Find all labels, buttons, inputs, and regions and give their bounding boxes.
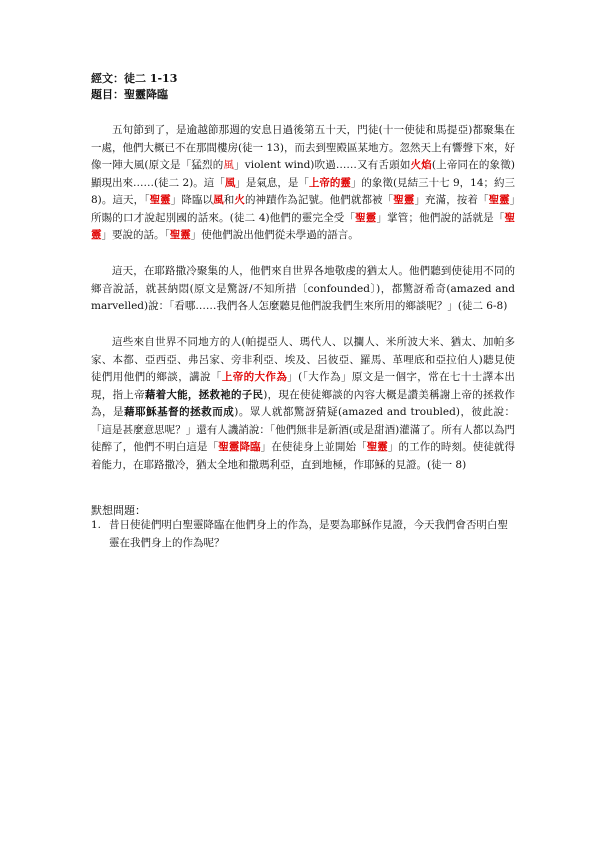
topic-title: 題目：聖靈降臨 [91, 88, 168, 101]
meditation-question [91, 517, 515, 552]
paragraph-3: 這些來自世界不同地方的人(帕提亞人、瑪代人、以攔人、米所波大米、猶太、加帕多家、本都、亞西亞、弗呂家、旁非利亞、埃及、呂彼亞、羅馬、革哩底和亞拉伯人)聽見使徒們用他們的鄉談，講說「上帝的大作為」(「大作為」原文是一個字，常在七十士譯本出現，指上帝藉着大能，拯救祂的子民)，現在使徒鄉談的內容大概是讚美稱謝上帝的拯救作為，是藉耶穌基督的拯救而成)。眾人就都驚訝猜疑(amazed and troubled)，彼此說：「這是甚麼意思呢？」還有人譏誚說：「他們無非是新酒(或是甜酒)灌滿了。所有人都以為門徒醉了，他們不明白這是「聖靈降臨」在使徒身上並開始「聖靈」的工作的時刻。使徒就得着能力，在耶路撒冷，猶太全地和撒瑪利亞，直到地極，作耶穌的見證。(徒一 8) [91, 336, 516, 471]
highlight-breath-of-god: 上帝的靈 [308, 176, 351, 189]
highlight-holy-spirit: 聖靈 [91, 211, 516, 241]
emphasis-salvation-christ: 藉耶穌基督的拯救而成 [124, 406, 235, 418]
highlight-wind: 風 [213, 194, 224, 206]
highlight-holy-spirit: 聖靈 [355, 211, 377, 224]
emphasis-salvation-power: 藉着大能，拯救祂的子民 [144, 388, 264, 401]
question-text: 昔日使徒們明白聖靈降臨在他們身上的作為，是要為耶穌作見證，今天我們會否明白聖靈在我們身上的作為呢？ [109, 519, 508, 549]
highlight-holy-spirit: 聖靈 [366, 441, 388, 453]
highlight-fire: 火 [234, 194, 245, 206]
highlight-holy-spirit: 聖靈 [488, 194, 510, 206]
highlight-wind: 風 [223, 159, 235, 171]
highlight-fire: 火焰 [410, 159, 432, 171]
meditation-title: 默想問題： [91, 504, 146, 517]
highlight-holy-spirit-descent: 聖靈降臨 [218, 441, 261, 453]
paragraph-2: 這天，在耶路撒冷聚集的人，他們來自世界各地敬虔的猶太人。他們聽到使徒用不同的鄉音說話，就甚納悶(原文是驚訝/不知所措〔confounded〕)，都驚訝希奇(amazed and marvelled)說：「看哪……我們各人怎麼聽見他們說我們生來所用的鄉談呢？」(徒二 6-8) [91, 265, 515, 312]
highlight-holy-spirit: 聖靈 [169, 229, 191, 241]
highlight-works-of-god: 上帝的大作為 [221, 371, 288, 383]
paragraph-1: 五旬節到了，是逾越節那週的安息日過後第五十天，門徒(十一使徒和馬提亞)都聚集在一處，他們大概已不在那間樓房(徒一 13)，而去到聖殿區某地方。忽然天上有響聲下來，好像一陣大風(原文是「猛烈的風」violent wind)吹過……又有舌頭如火焰(上帝同在的象徵)顯現出來……(徒二 2)。這「風」是氣息，是「上帝的靈」的象徵(見結三十七 9，14；約三 8)。這天，「聖靈」降臨以風和火的神蹟作為記號。他們就都被「聖靈」充滿，按着「聖靈」所賜的口才說起別國的話來。(徒二 4)他們的靈完全受「聖靈」掌管；他們說的話就是「聖靈」要說的話。「聖靈」使他們說出他們從未學過的語言。 [91, 124, 516, 241]
question-number: 1. [91, 519, 102, 531]
highlight-holy-spirit: 聖靈 [393, 194, 415, 206]
highlight-holy-spirit: 聖靈 [149, 194, 171, 206]
highlight-wind: 風 [224, 176, 236, 189]
scripture-reference: 經文：徒二 1-13 [91, 72, 178, 85]
